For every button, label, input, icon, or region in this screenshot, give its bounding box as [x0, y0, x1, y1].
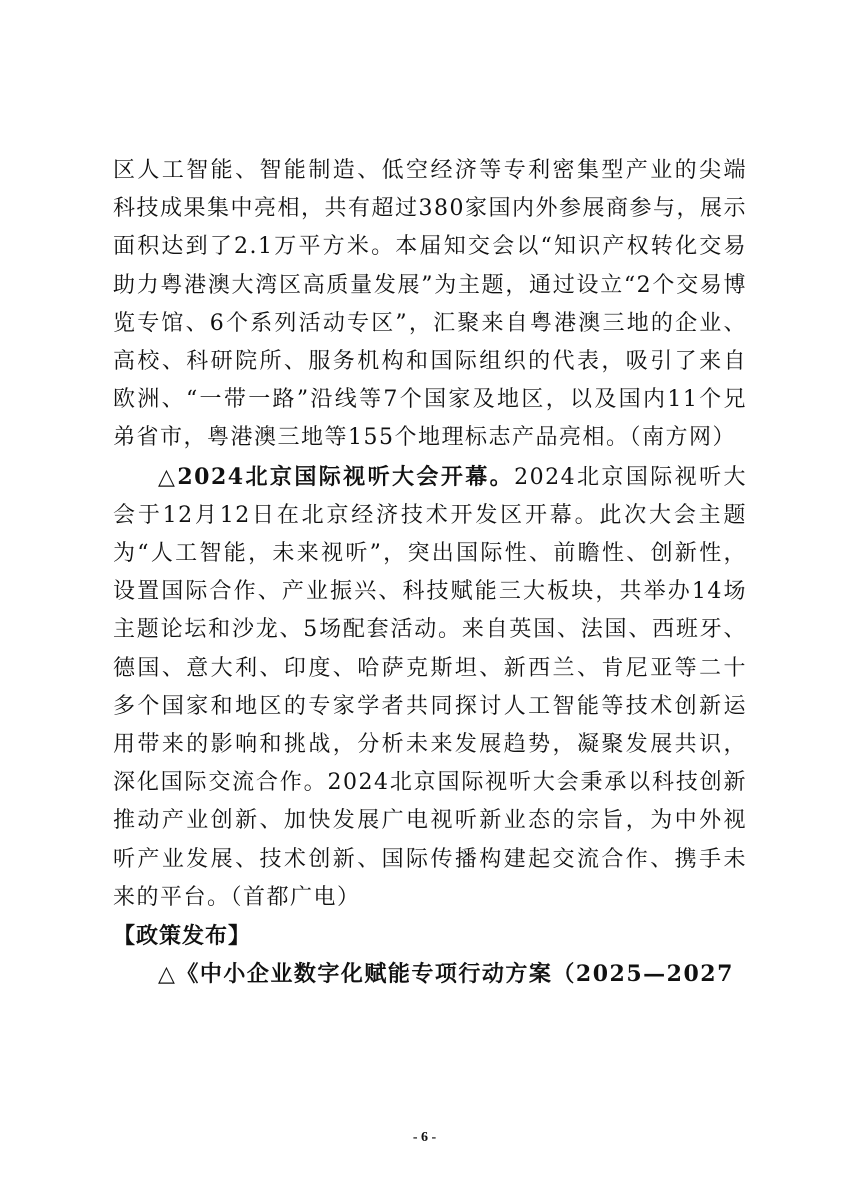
paragraph-sme-digital-plan-title: [113, 955, 747, 993]
paragraph-text: 区人工智能、智能制造、低空经济等专利密集型产业的尖端科技成果集中亮相，共有超过380家国内外参展商参与，展示面积达到了2.1万平方米。本届知交会以“知识产权转化交易助力粤港澳大湾区高质量发展”为主题，通过设立“2个交易博览专馆、6个系列活动专区”，汇聚来自粤港澳三地的企业、高校、科研院所、服务机构和国际组织的代表，吸引了来自欧洲、“一带一路”沿线等7个国家及地区，以及国内11个兄弟省市，粤港澳三地等155个地理标志产品亮相。（南方网）: [113, 158, 747, 451]
page-number: - 6 -: [412, 1130, 437, 1145]
paragraph-beijing-av-conference: [113, 458, 747, 917]
document-body: [113, 152, 747, 993]
paragraph-ip-fair-continued: [113, 152, 747, 458]
paragraph-lead-title: △《中小企业数字化赋能专项行动方案（2025—2027: [158, 961, 734, 988]
section-heading-policy-release: 【政策发布】: [113, 923, 252, 950]
paragraph-text: 2024北京国际视听大会于12月12日在北京经济技术开发区开幕。此次大会主题为“人工智能，未来视听”，突出国际性、前瞻性、创新性，设置国际合作、产业振兴、科技赋能三大板块，共举办14场主题论坛和沙龙、5场配套活动。来自英国、法国、西班牙、德国、意大利、印度、哈萨克斯坦、新西兰、肯尼亚等二十多个国家和地区的专家学者共同探讨人工智能等技术创新运用带来的影响和挑战，分析未来发展趋势，凝聚发展共识，深化国际交流合作。2024北京国际视听大会秉承以科技创新推动产业创新、加快发展广电视听新业态的宗旨，为中外视听产业发展、技术创新、国际传播构建起交流合作、携手未来的平台。（首都广电）: [113, 464, 747, 910]
paragraph-lead-title: △2024北京国际视听大会开幕。: [158, 463, 515, 490]
